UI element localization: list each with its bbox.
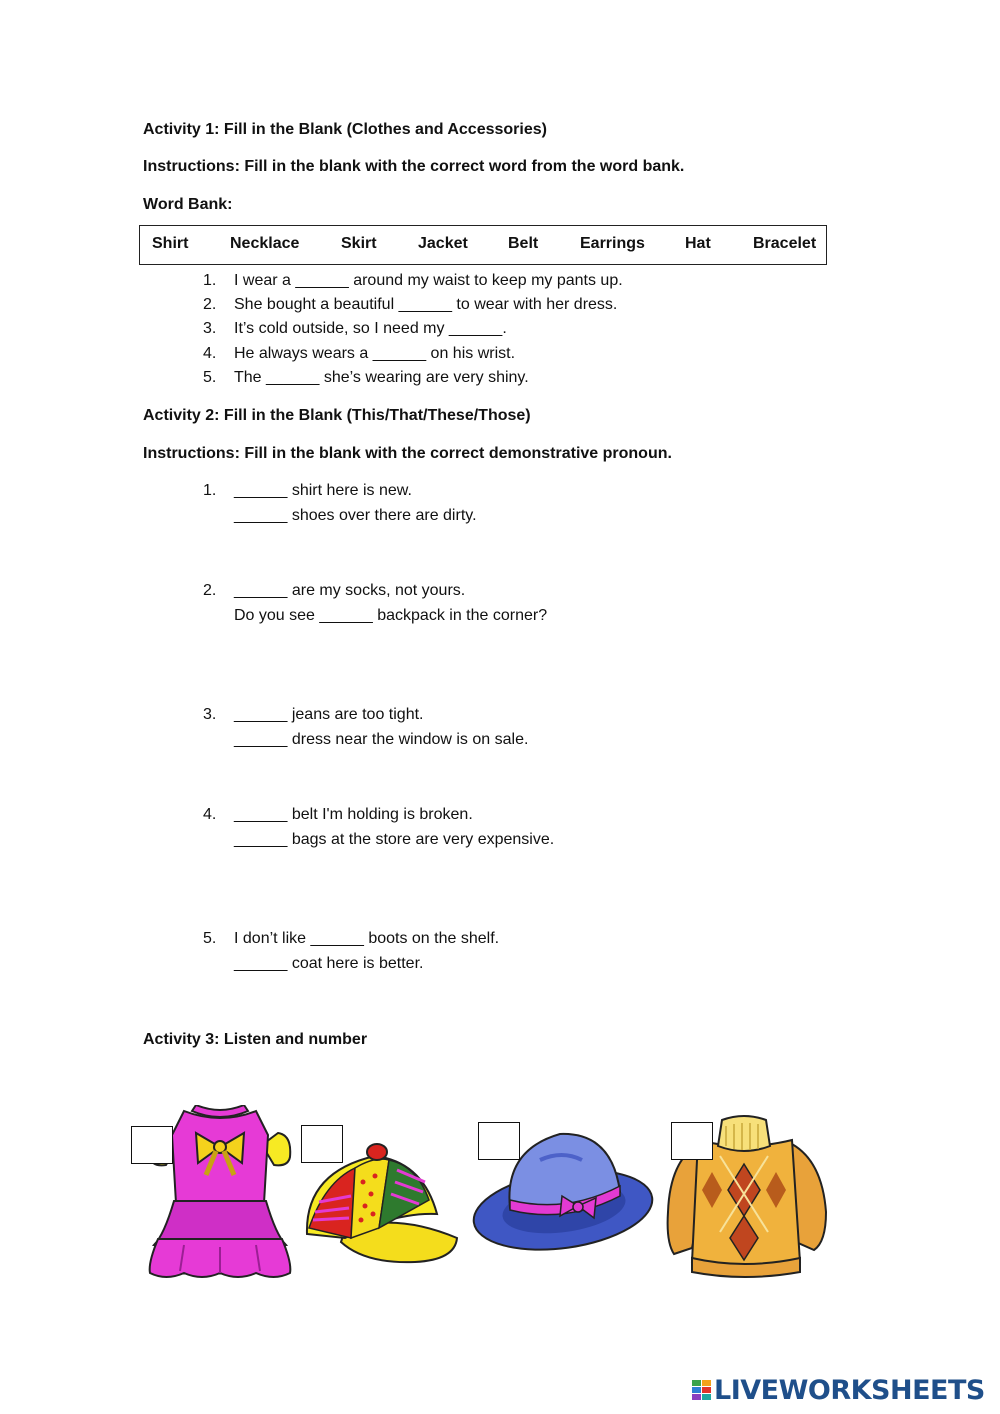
word-bank-item: Skirt <box>341 235 377 252</box>
activity1-instructions: Instructions: Fill in the blank with the correct word from the word bank. <box>143 158 685 175</box>
word-bank-label: Word Bank: <box>143 196 233 213</box>
word-bank-item: Belt <box>508 235 539 252</box>
item-number: 4. <box>203 806 217 823</box>
list-item: I wear a ______ around my waist to keep my pants up. <box>234 272 623 289</box>
word-bank-item: Hat <box>685 235 711 252</box>
item-number: 5. <box>203 930 217 947</box>
answer-box[interactable] <box>478 1122 520 1160</box>
list-item-line: ______ belt I'm holding is broken. <box>234 806 473 823</box>
item-number: 3. <box>203 706 217 723</box>
list-item: The ______ she’s wearing are very shiny. <box>234 369 529 386</box>
word-bank-item: Earrings <box>580 235 645 252</box>
item-number: 2. <box>203 582 217 599</box>
item-number: 5. <box>203 369 217 386</box>
list-item-line: ______ bags at the store are very expensive. <box>234 831 555 848</box>
answer-box[interactable] <box>671 1122 713 1160</box>
answer-box[interactable] <box>301 1125 343 1163</box>
list-item-line: Do you see ______ backpack in the corner? <box>234 607 548 624</box>
item-number: 1. <box>203 272 217 289</box>
word-bank-item: Necklace <box>230 235 300 252</box>
list-item-line: ______ coat here is better. <box>234 955 424 972</box>
item-number: 1. <box>203 482 217 499</box>
list-item: She bought a beautiful ______ to wear with her dress. <box>234 296 618 313</box>
word-bank <box>139 225 827 265</box>
activity3-title: Activity 3: Listen and number <box>143 1031 368 1048</box>
list-item-line: ______ jeans are too tight. <box>234 706 424 723</box>
activity2-instructions: Instructions: Fill in the blank with the correct demonstrative pronoun. <box>143 445 672 462</box>
brand-name: LIVEWORKSHEETS <box>714 1374 985 1406</box>
word-bank-item: Bracelet <box>753 235 817 252</box>
word-bank-item: Shirt <box>152 235 189 252</box>
list-item: He always wears a ______ on his wrist. <box>234 345 516 362</box>
item-number: 4. <box>203 345 217 362</box>
list-item-line: I don’t like ______ boots on the shelf. <box>234 930 500 947</box>
list-item-line: ______ shoes over there are dirty. <box>234 507 477 524</box>
item-number: 2. <box>203 296 217 313</box>
list-item: It’s cold outside, so I need my ______. <box>234 320 507 337</box>
liveworksheets-logo <box>692 1374 985 1406</box>
list-item-line: ______ shirt here is new. <box>234 482 412 499</box>
answer-box[interactable] <box>131 1126 173 1164</box>
activity2-title: Activity 2: Fill in the Blank (This/That/These/Those) <box>143 407 531 424</box>
word-bank-item: Jacket <box>418 235 468 252</box>
item-number: 3. <box>203 320 217 337</box>
activity1-title: Activity 1: Fill in the Blank (Clothes and Accessories) <box>143 121 547 138</box>
list-item-line: ______ are my socks, not yours. <box>234 582 466 599</box>
logo-grid-icon <box>692 1378 712 1402</box>
list-item-line: ______ dress near the window is on sale. <box>234 731 529 748</box>
